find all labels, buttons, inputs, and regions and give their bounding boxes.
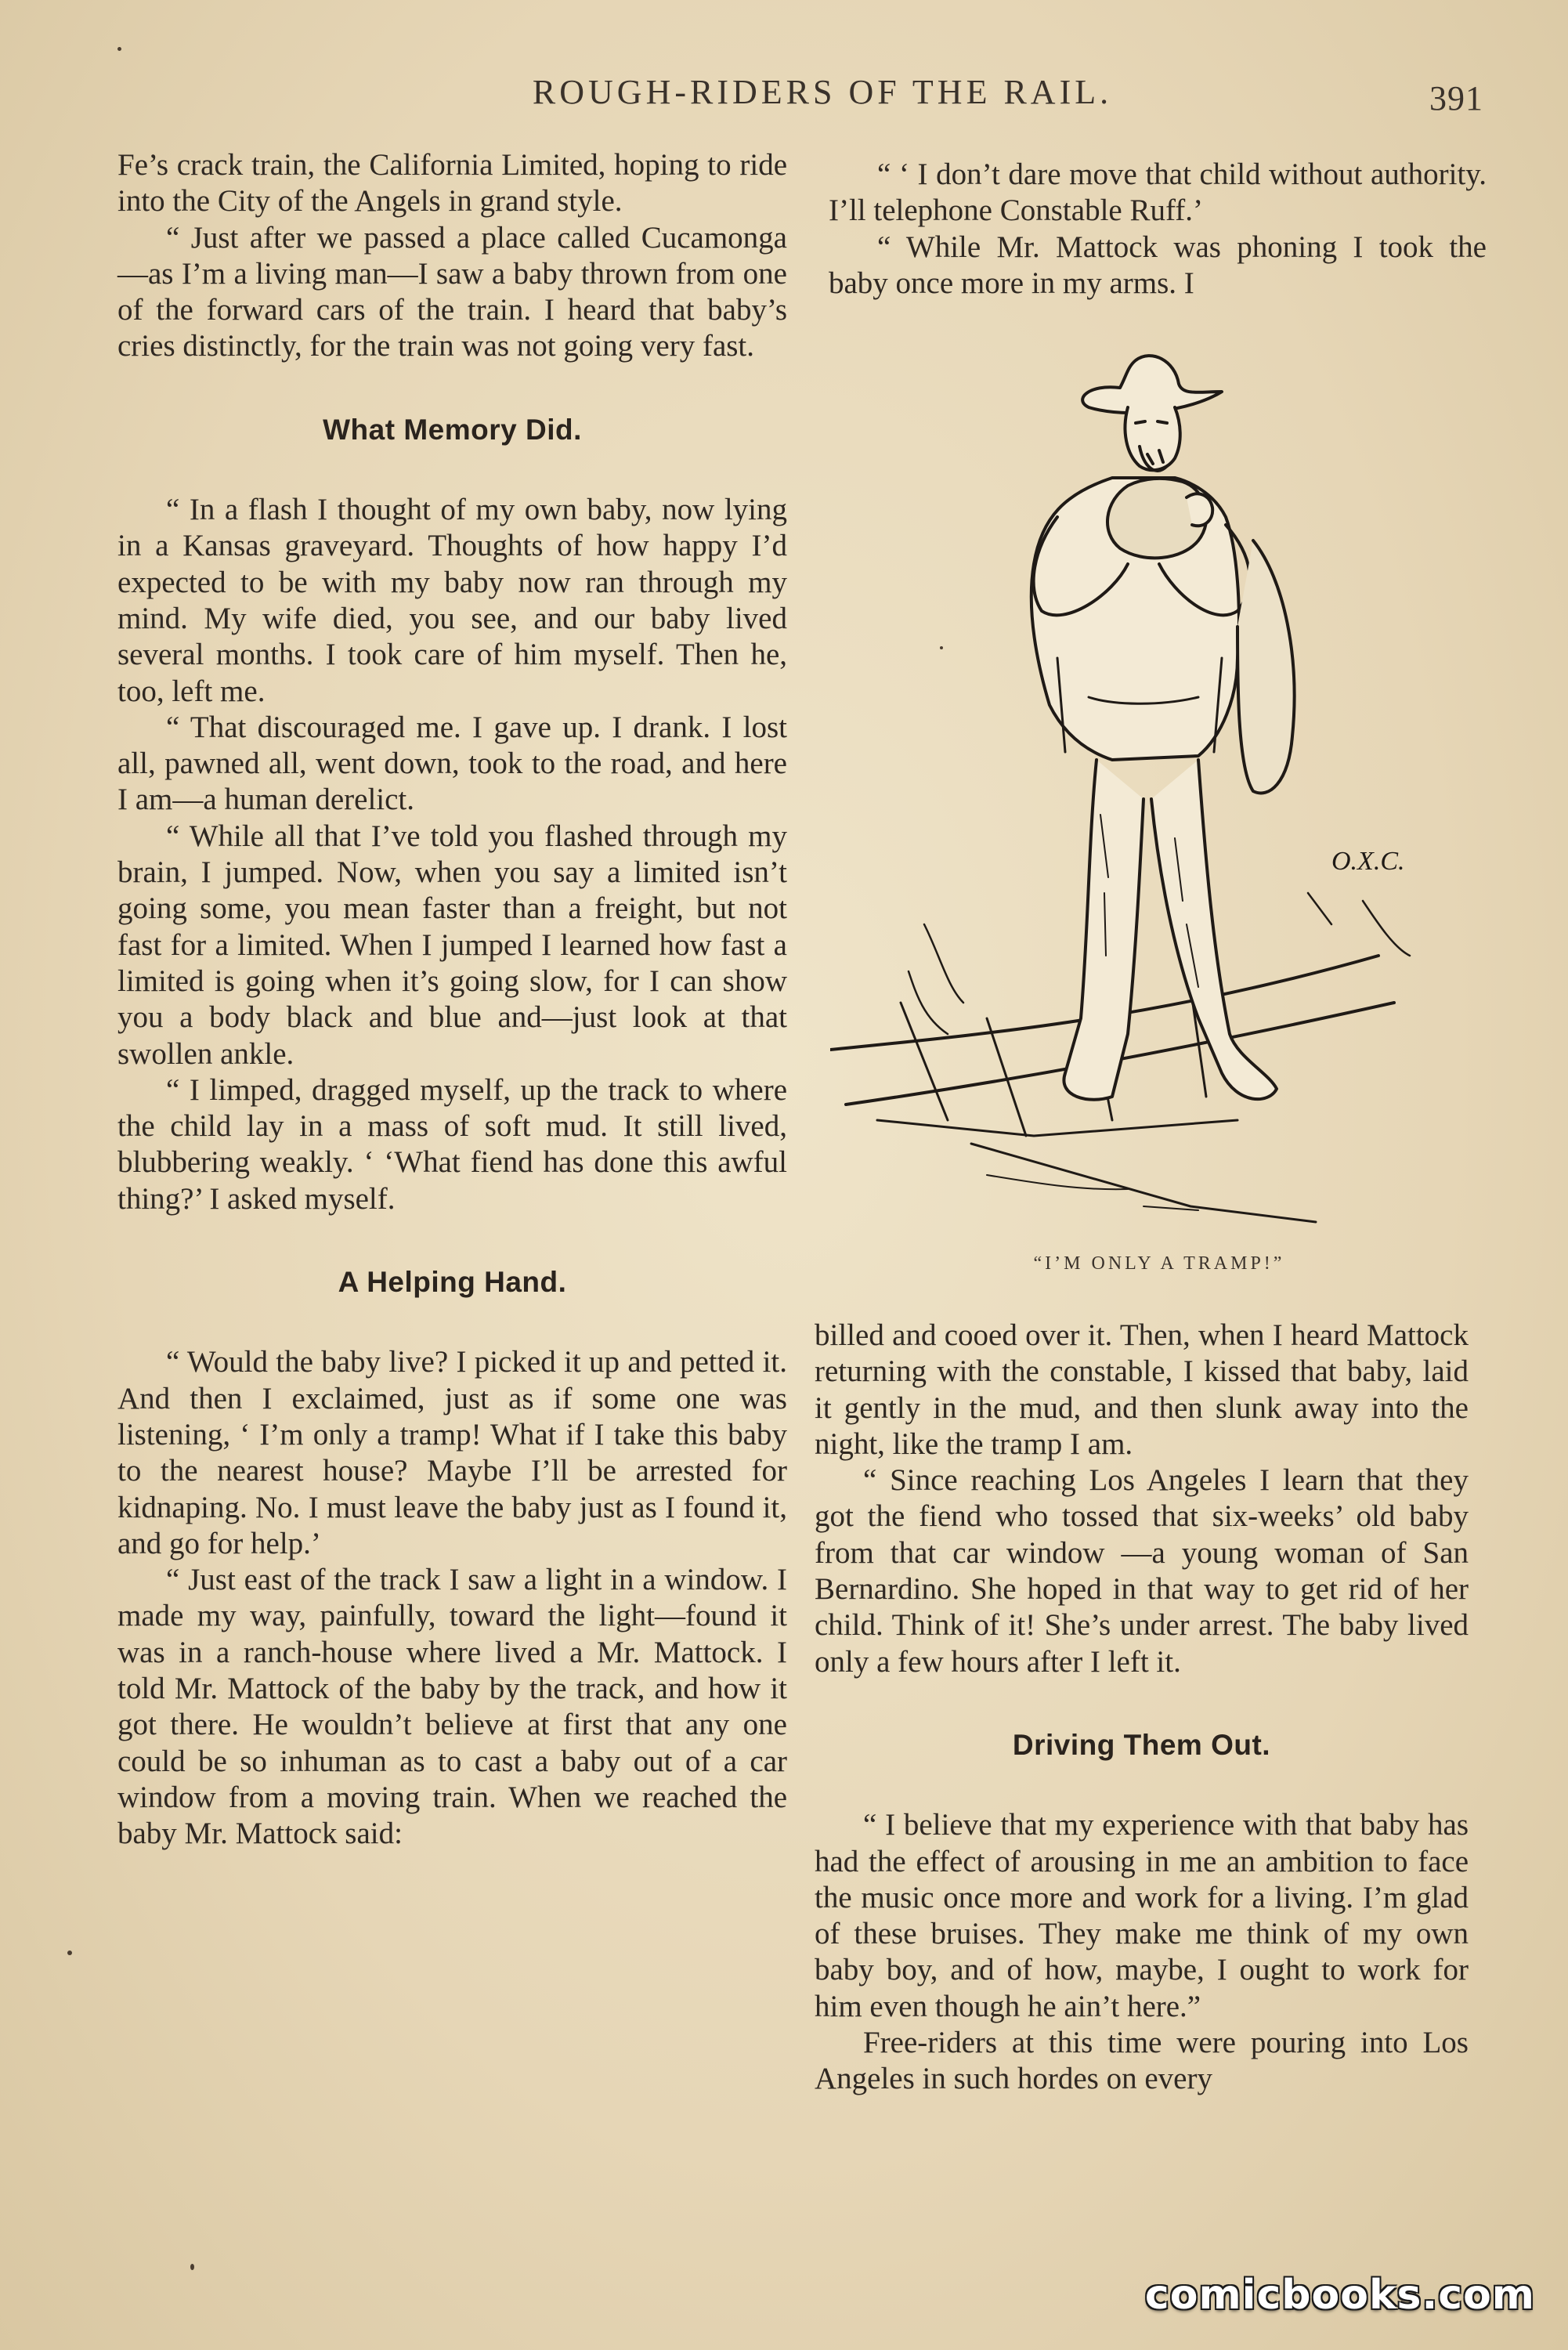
paragraph: “ Since reaching Los Angeles I learn that they got the fiend who tossed that six-weeks’ old baby from that car window —a young woman of San Bernardino. She hoped in that way to get rid of her child. Think of it! She’s under arrest. The baby lived only a few hours after I left it. [815,1463,1469,1679]
paragraph: “ I limped, dragged myself, up the track to where the child lay in a mass of soft mud. It still lived, blubbering weakly. ‘ ‘What fiend has done this awful thing?’ I asked myself. [117,1072,787,1216]
paragraph: billed and cooed over it. Then, when I heard Mattock returning with the constable, I kissed that baby, laid it gently in the mud, and then slunk away into the night, like the tramp I am. [815,1318,1469,1461]
artist-signature: O.X.C. [1331,847,1405,876]
page-number: 391 [1429,79,1483,118]
section-heading: Driving Them Out. [1012,1728,1271,1761]
running-head: ROUGH-RIDERS OF THE RAIL. [532,73,1113,111]
paragraph: “ While Mr. Mattock was phoning I took the baby once more in my arms. I [829,230,1487,300]
paragraph: “ Would the baby live? I picked it up and petted it. And then I exclaimed, just as if some one was listening, ‘ I’m only a tramp! What if I take this baby to the nearest house? Maybe I’ll be arrested for kidnaping. No. I must leave the baby just as I found it, and go for help.’ [117,1345,787,1560]
paragraph: “ ‘ I don’t dare move that child without authority. I’ll telephone Constable Ruff.’ [829,157,1487,228]
illustration-caption: “I’M ONLY A TRAMP!” [1033,1253,1285,1274]
paragraph: “ Just after we passed a place called Cucamonga—as I’m a living man—I saw a baby thrown from one of the forward cars of the train. I heard that baby’s cries distinctly, for the train was not going very fast. [117,220,787,363]
paragraph: Free-riders at this time were pouring into Los Angeles in such hordes on every [815,2026,1469,2096]
section-heading: A Helping Hand. [338,1266,567,1299]
paper-speck [190,2264,194,2270]
paragraph: “ I believe that my experience with that baby has had the effect of arousing in me an ambition to face the music once more and work for a living. I’m glad of these bruises. They make me think of my own baby boy, and of how, maybe, I ought to work for him even though he ain’t here.” [815,1808,1469,2023]
section-heading: What Memory Did. [323,413,582,446]
right-column-top [829,157,1487,302]
paragraph: “ Just east of the track I saw a light in a window. I made my way, painfully, toward the light—found it was in a ranch-house where lived a Mr. Mattock. I told Mr. Mattock of the baby by the track, and how it got there. He wouldn’t believe at first that any one could be so inhuman as to cast a baby out of a car window from a moving train. When we reached the baby Mr. Mattock said: [117,1563,787,1851]
paper-speck [940,646,943,649]
paragraph: “ That discouraged me. I gave up. I drank. I lost all, pawned all, went down, took to the road, and here I am—a human derelict. [117,710,787,817]
paper-speck [67,1950,72,1955]
paragraph: “ While all that I’ve told you flashed through my brain, I jumped. Now, when you say a limited isn’t going some, you mean faster than a freight, but not fast for a limited. When I jumped I learned how fast a limited is going when it’s going slow, for I can show you a body black and blue and—just look at that swollen ankle. [117,819,787,1071]
paper-speck [117,47,121,51]
watermark-logo: comicbooks.com [1144,2272,1535,2319]
right-column-bottom [815,1318,1469,2098]
tramp-illustration [830,329,1488,1261]
paragraph: Fe’s crack train, the California Limited, hoping to ride into the City of the Angels in grand style. [117,148,787,219]
paragraph: “ In a flash I thought of my own baby, now lying in a Kansas graveyard. Thoughts of how happy I’d expected to be with my baby now ran through my mind. My wife died, you see, and our baby lived several months. I took care of him myself. Then he, too, left me. [117,493,787,708]
left-column [117,147,787,1852]
